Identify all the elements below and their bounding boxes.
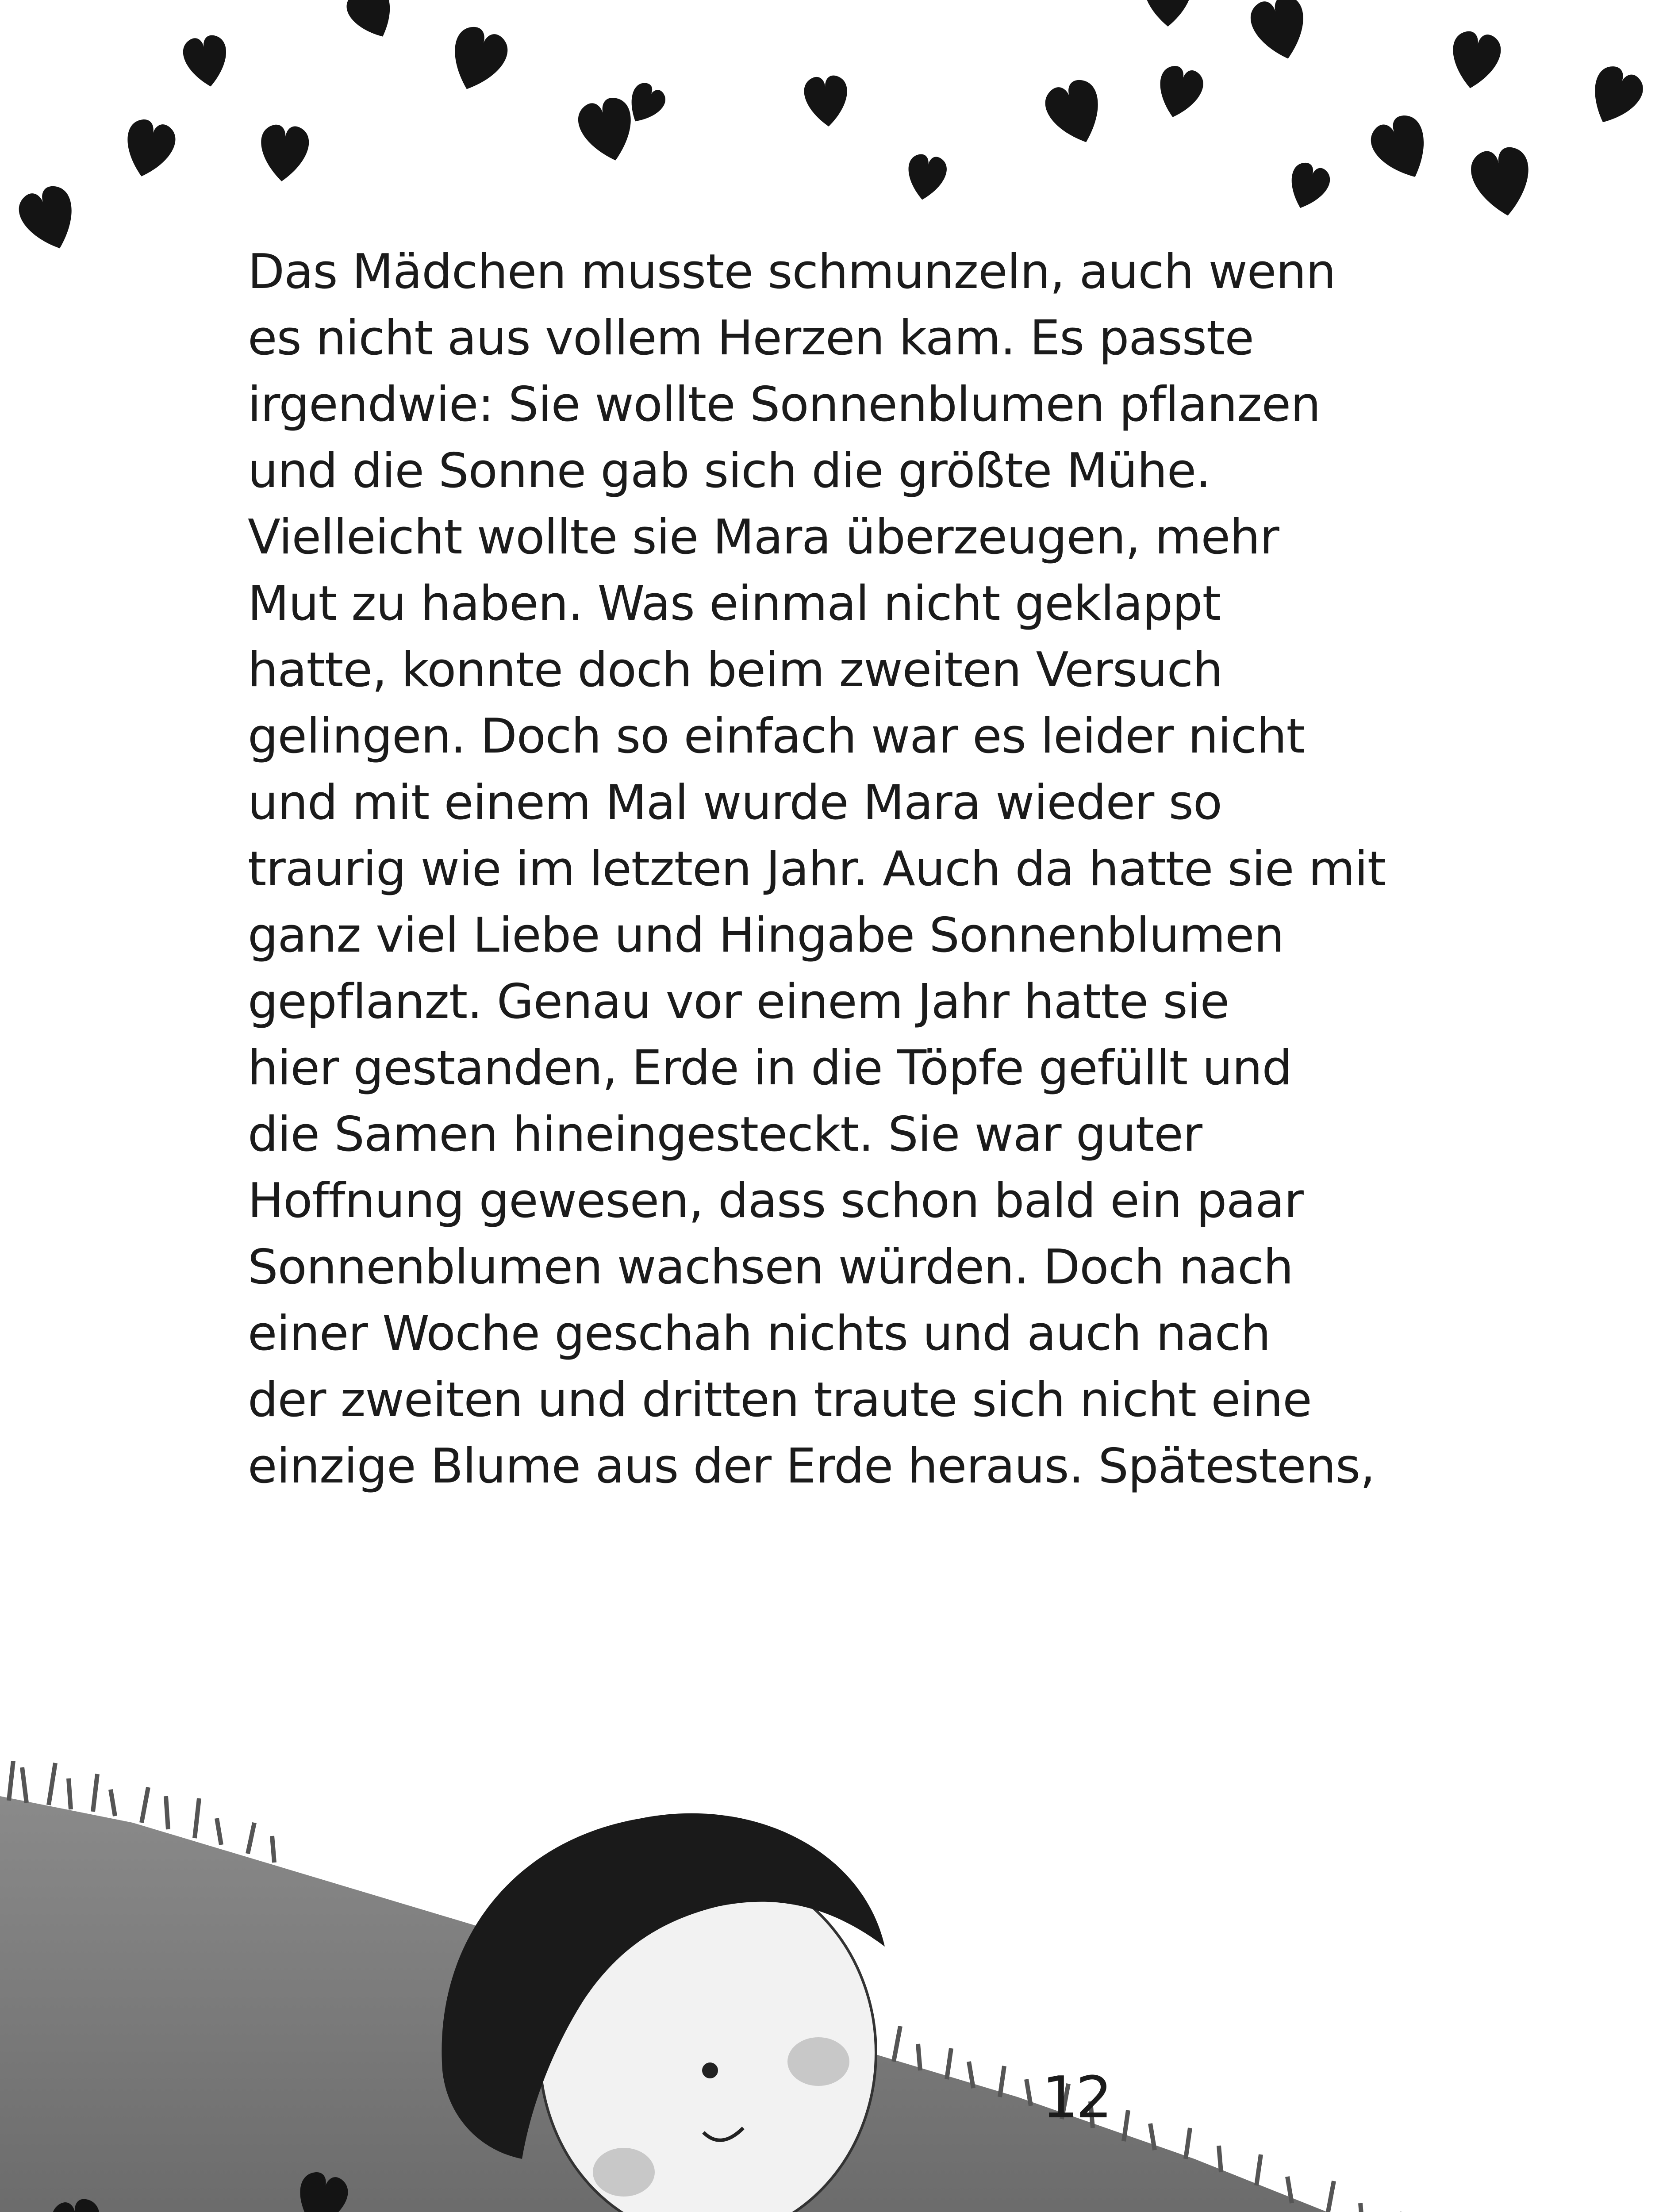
text-line: traurig wie im letzten Jahr. Auch da hatte sie mit bbox=[248, 841, 1386, 897]
text-line: ganz viel Liebe und Hingabe Sonnenblumen bbox=[248, 908, 1284, 963]
child-in-grass-illustration bbox=[0, 1761, 1659, 2212]
text-line: und mit einem Mal wurde Mara wieder so bbox=[248, 775, 1222, 830]
text-line: hier gestanden, Erde in die Töpfe gefüllt und bbox=[248, 1041, 1292, 1096]
child-cheek bbox=[593, 2148, 655, 2197]
child-cheek bbox=[787, 2037, 849, 2086]
text-line: Mut zu haben. Was einmal nicht geklappt bbox=[248, 576, 1221, 631]
text-line: und die Sonne gab sich die größte Mühe. bbox=[248, 443, 1211, 499]
text-line: Sonnenblumen wachsen würden. Doch nach bbox=[248, 1240, 1293, 1295]
heart-icons bbox=[14, 0, 1648, 257]
text-line: irgendwie: Sie wollte Sonnenblumen pflanzen bbox=[248, 377, 1321, 432]
text-line: hatte, konnte doch beim zweiten Versuch bbox=[248, 642, 1223, 698]
page-number: 12 bbox=[1042, 2064, 1110, 2131]
story-text bbox=[248, 239, 1442, 1500]
text-line: einer Woche geschah nichts und auch nach bbox=[248, 1306, 1271, 1361]
text-line: die Samen hineingesteckt. Sie war guter bbox=[248, 1107, 1202, 1162]
text-line: einzige Blume aus der Erde heraus. Spätestens, bbox=[248, 1439, 1375, 1494]
text-line: es nicht aus vollem Herzen kam. Es passte bbox=[248, 311, 1254, 366]
child-eye bbox=[702, 2062, 718, 2078]
text-line: gepflanzt. Genau vor einem Jahr hatte sie bbox=[248, 974, 1229, 1029]
text-line: Hoffnung gewesen, dass schon bald ein paar bbox=[248, 1173, 1303, 1229]
text-line: Das Mädchen musste schmunzeln, auch wenn bbox=[248, 244, 1336, 300]
falling-hearts-decoration bbox=[0, 0, 1659, 274]
text-line: der zweiten und dritten traute sich nicht eine bbox=[248, 1372, 1312, 1428]
text-line: gelingen. Doch so einfach war es leider nicht bbox=[248, 709, 1305, 764]
text-line: Vielleicht wollte sie Mara überzeugen, mehr bbox=[248, 510, 1279, 565]
